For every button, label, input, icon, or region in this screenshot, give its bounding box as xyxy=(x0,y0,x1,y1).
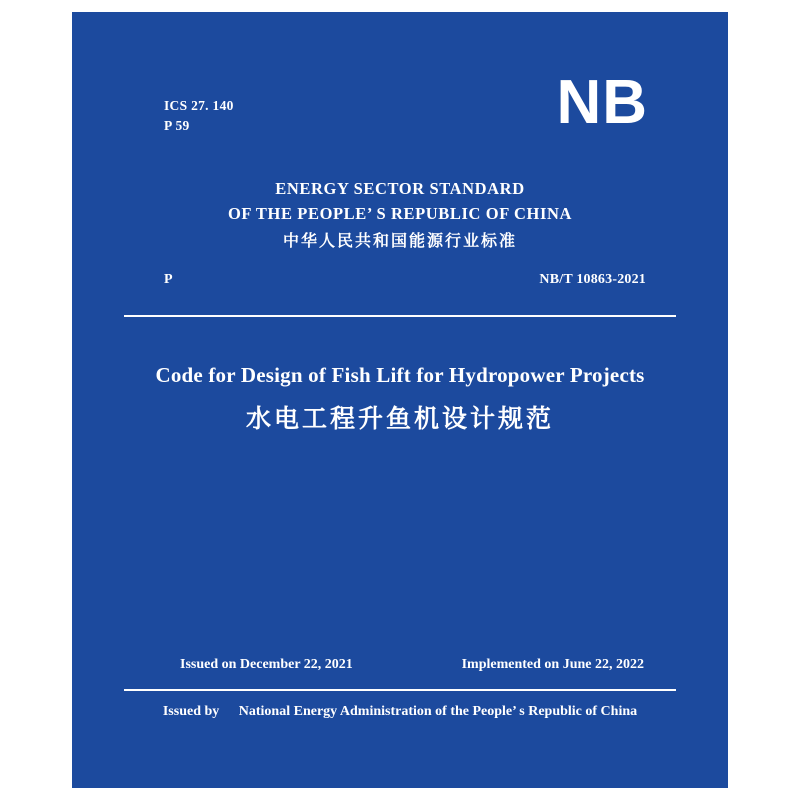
ics-classification-block xyxy=(164,96,234,136)
issuing-organization xyxy=(72,176,728,256)
title-english: Code for Design of Fish Lift for Hydropower Projects xyxy=(155,363,645,387)
organization-english-line2: OF THE PEOPLE’ S REPUBLIC OF CHINA xyxy=(227,204,573,223)
issued-by-label: Issued by xyxy=(162,704,220,719)
divider-top xyxy=(124,315,676,317)
dates-row xyxy=(72,657,728,679)
organization-english-line1: ENERGY SECTOR STANDARD xyxy=(275,179,525,198)
title-chinese: 水电工程升鱼机设计规范 xyxy=(245,404,554,433)
issuer-row xyxy=(72,704,728,720)
nb-logo: NB xyxy=(556,68,648,137)
divider-bottom xyxy=(124,689,676,691)
ics-number: ICS 27. 140 xyxy=(164,98,234,113)
classification-code: P 59 xyxy=(164,118,190,133)
standard-code-row xyxy=(72,272,728,296)
document-title xyxy=(72,360,728,436)
standard-number: NB/T 10863-2021 xyxy=(539,272,646,287)
issued-date: Issued on December 22, 2021 xyxy=(180,657,353,672)
cover-header xyxy=(72,68,728,162)
issuer-name: National Energy Administration of the People’ s Republic of China xyxy=(238,704,638,719)
implemented-date: Implemented on June 22, 2022 xyxy=(461,657,644,672)
organization-chinese: 中华人民共和国能源行业标准 xyxy=(282,231,517,250)
standard-category: P xyxy=(164,272,173,287)
standard-cover xyxy=(72,12,728,788)
